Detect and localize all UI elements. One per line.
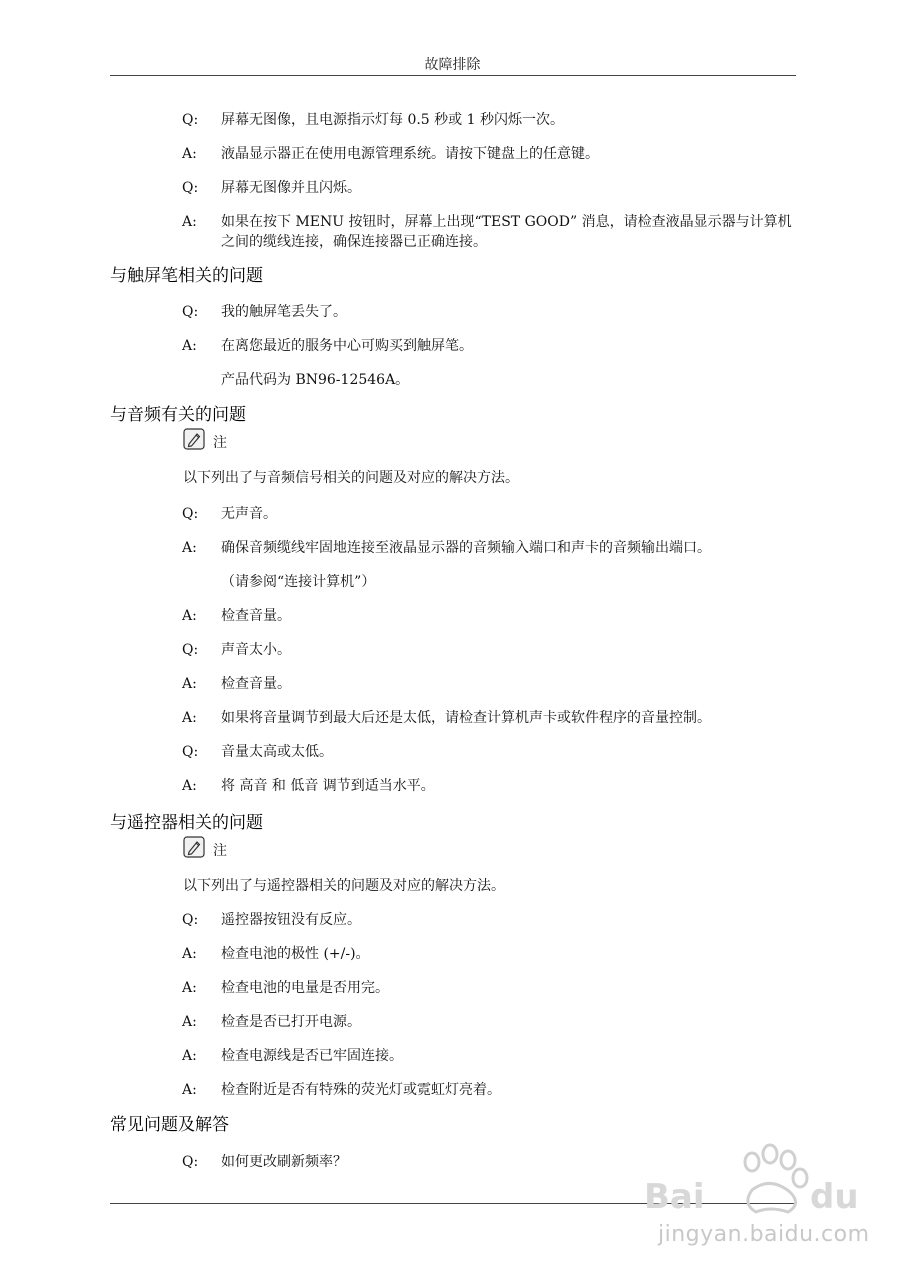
- svg-text:Bai: Bai: [644, 1177, 705, 1217]
- qa-text: 检查音量。: [221, 608, 291, 624]
- qa-text: 将 高音 和 低音 调节到适当水平。: [221, 778, 435, 794]
- qa-key: A:: [182, 778, 197, 794]
- qa-key: A:: [182, 676, 197, 692]
- note-label: 注: [213, 435, 227, 451]
- svg-text:du: du: [810, 1177, 859, 1217]
- qa-key: Q:: [182, 744, 199, 760]
- qa-text: 检查电源线是否已牢固连接。: [221, 1048, 403, 1064]
- qa-key: Q:: [182, 304, 199, 320]
- qa-text: 检查音量。: [221, 676, 291, 692]
- audio-intro-text: 以下列出了与音频信号相关的问题及对应的解决方法。: [183, 470, 519, 486]
- qa-item: [182, 640, 802, 660]
- qa-text: 音量太高或太低。: [221, 744, 333, 760]
- qa-text: 屏幕无图像，且电源指示灯每 0.5 秒或 1 秒闪烁一次。: [221, 112, 564, 128]
- qa-item: [182, 944, 802, 964]
- qa-item: [182, 708, 802, 728]
- note-icon: [183, 836, 205, 858]
- qa-key: A:: [182, 980, 197, 996]
- qa-text: 如果将音量调节到最大后还是太低，请检查计算机声卡或软件程序的音量控制。: [221, 710, 711, 726]
- qa-key: Q:: [182, 180, 199, 196]
- qa-text: 检查电池的极性 (+/-)。: [221, 946, 370, 962]
- see-reference-text: （请参阅“连接计算机”）: [221, 574, 376, 590]
- note-icon: [183, 428, 205, 450]
- qa-item: [182, 212, 802, 252]
- product-code-text: 产品代码为 BN96-12546A。: [221, 372, 410, 388]
- qa-item: [182, 910, 802, 930]
- qa-item: [182, 1046, 802, 1066]
- qa-text: 液晶显示器正在使用电源管理系统。请按下键盘上的任意键。: [221, 146, 599, 162]
- qa-item: [182, 978, 802, 998]
- qa-key: Q:: [182, 112, 199, 128]
- qa-item: [182, 776, 802, 796]
- qa-item: [182, 538, 802, 558]
- qa-key: Q:: [182, 912, 199, 928]
- qa-text: 检查是否已打开电源。: [221, 1014, 361, 1030]
- qa-key: A:: [182, 1048, 197, 1064]
- qa-text: 如果在按下 MENU 按钮时，屏幕上出现“TEST GOOD” 消息，请检查液晶显示器与计算机之间的缆线连接，确保连接器已正确连接。: [221, 214, 792, 250]
- remote-intro-text: 以下列出了与遥控器相关的问题及对应的解决方法。: [183, 878, 505, 894]
- qa-key: A:: [182, 710, 197, 726]
- section-heading-audio: 与音频有关的问题: [110, 405, 246, 425]
- qa-key: A:: [182, 608, 197, 624]
- qa-text: 无声音。: [221, 506, 277, 522]
- section-heading-faq: 常见问题及解答: [110, 1115, 229, 1135]
- qa-item: [182, 302, 802, 322]
- qa-key: A:: [182, 146, 197, 162]
- qa-item: [182, 742, 802, 762]
- qa-key: A:: [182, 338, 197, 354]
- qa-item: [182, 336, 802, 356]
- qa-key: Q:: [182, 1154, 199, 1170]
- qa-item: [182, 178, 802, 198]
- qa-item: [182, 1080, 802, 1100]
- qa-text: 我的触屏笔丢失了。: [221, 304, 347, 320]
- qa-key: Q:: [182, 506, 199, 522]
- qa-text: 确保音频缆线牢固地连接至液晶显示器的音频输入端口和声卡的音频输出端口。: [221, 540, 711, 556]
- qa-key: A:: [182, 1014, 197, 1030]
- qa-text: 屏幕无图像并且闪烁。: [221, 180, 361, 196]
- qa-key: A:: [182, 1082, 197, 1098]
- qa-key: A:: [182, 946, 197, 962]
- qa-item: [182, 504, 802, 524]
- page-header-title: 故障排除: [424, 57, 481, 73]
- qa-text: 检查附近是否有特殊的荧光灯或霓虹灯亮着。: [221, 1082, 501, 1098]
- qa-item: [182, 1012, 802, 1032]
- section-heading-pen: 与触屏笔相关的问题: [110, 266, 263, 286]
- qa-item: [182, 110, 802, 130]
- qa-text: 遥控器按钮没有反应。: [221, 912, 361, 928]
- header-rule: [110, 75, 796, 76]
- qa-text: 如何更改刷新频率？: [221, 1154, 347, 1170]
- qa-text: 在离您最近的服务中心可购买到触屏笔。: [221, 338, 473, 354]
- qa-key: Q:: [182, 642, 199, 658]
- qa-item: [182, 606, 802, 626]
- qa-text: 检查电池的电量是否用完。: [221, 980, 389, 996]
- qa-item: [182, 144, 802, 164]
- qa-text: 声音太小。: [221, 642, 291, 658]
- note-label: 注: [213, 843, 227, 859]
- watermark-url: jingyan.baidu.com: [658, 1222, 870, 1247]
- qa-item: [182, 674, 802, 694]
- qa-key: A:: [182, 214, 197, 230]
- qa-key: A:: [182, 540, 197, 556]
- section-heading-remote: 与遥控器相关的问题: [110, 813, 263, 833]
